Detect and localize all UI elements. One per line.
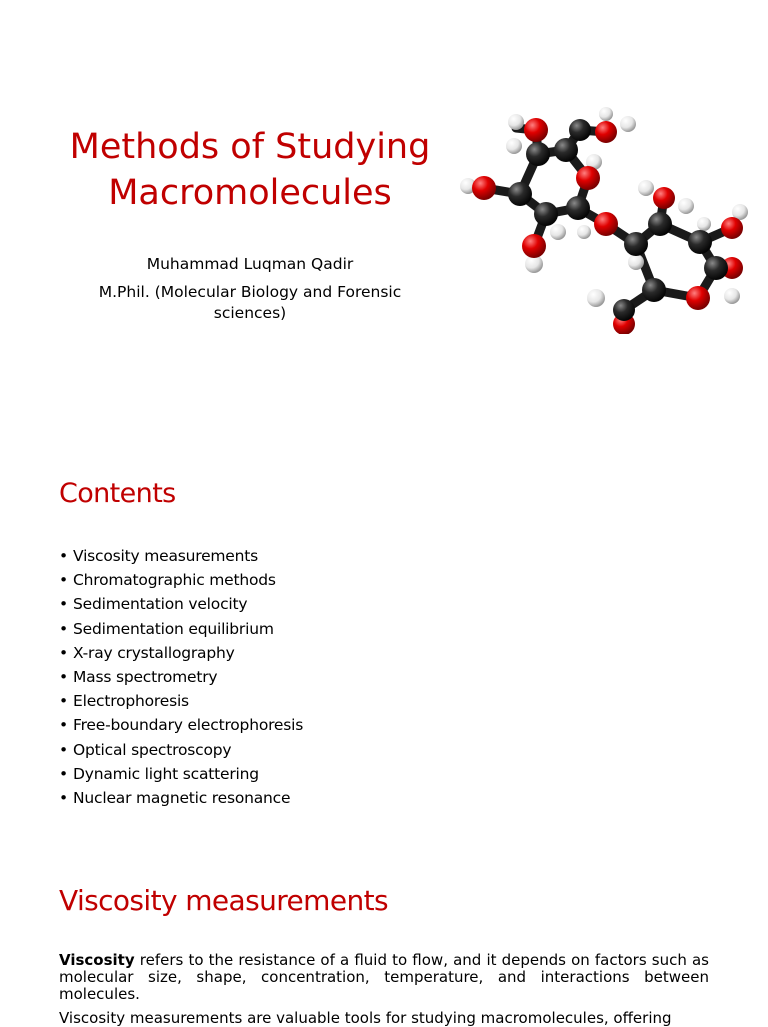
contents-item <box>59 617 303 641</box>
contents-item-label: Nuclear magnetic resonance <box>73 789 291 808</box>
contents-slide <box>0 432 768 840</box>
viscosity-definition <box>59 952 709 1003</box>
viscosity-heading: Viscosity measurements <box>59 884 388 917</box>
contents-item-label: Dynamic light scattering <box>73 764 259 783</box>
bullet-icon: • <box>59 668 68 687</box>
bullet-icon: • <box>59 619 68 638</box>
contents-item <box>59 786 303 810</box>
contents-item-label: X-ray crystallography <box>73 643 235 662</box>
viscosity-paragraph-2: Viscosity measurements are valuable tools for studying macromolecules, offering <box>59 1009 672 1027</box>
presentation-title <box>40 124 460 216</box>
bullet-icon: • <box>59 764 68 783</box>
molecule-atoms <box>460 107 748 334</box>
contents-item-label: Optical spectroscopy <box>73 740 232 759</box>
bullet-icon: • <box>59 547 68 565</box>
contents-item <box>59 544 303 568</box>
contents-item <box>59 568 303 592</box>
bullet-icon: • <box>59 692 68 711</box>
contents-item <box>59 689 303 713</box>
contents-item <box>59 592 303 616</box>
contents-item-label: Sedimentation equilibrium <box>73 619 274 638</box>
bullet-icon: • <box>59 643 68 662</box>
bullet-icon: • <box>59 595 68 614</box>
viscosity-term: Viscosity <box>59 951 135 969</box>
viscosity-definition-text: refers to the resistance of a fluid to flow, and it depends on factors such as molecular size, shape, concentration, temperature, and interactions between molecules. <box>59 951 709 1003</box>
contents-item-label: Electrophoresis <box>73 692 189 711</box>
contents-item-label: Sedimentation velocity <box>73 595 248 614</box>
contents-item-label: Chromatographic methods <box>73 571 276 590</box>
molecule-image <box>454 106 750 334</box>
contents-heading: Contents <box>59 478 176 509</box>
contents-item <box>59 641 303 665</box>
contents-item-label: Viscosity measurements <box>73 547 259 565</box>
title-line-1: Methods of Studying <box>69 127 431 167</box>
title-slide <box>0 0 768 432</box>
contents-item <box>59 713 303 737</box>
contents-item <box>59 665 303 689</box>
author-degree: M.Phil. (Molecular Biology and Forensic sciences) <box>98 283 402 322</box>
bullet-icon: • <box>59 716 68 735</box>
author-name: Muhammad Luqman Qadir <box>146 255 354 273</box>
contents-item <box>59 762 303 786</box>
bullet-icon: • <box>59 740 68 759</box>
bullet-icon: • <box>59 789 68 808</box>
title-line-2: Macromolecules <box>108 173 392 213</box>
contents-list <box>59 544 303 810</box>
contents-item-label: Free-boundary electrophoresis <box>73 716 304 735</box>
contents-item-label: Mass spectrometry <box>73 668 218 687</box>
contents-item <box>59 738 303 762</box>
bullet-icon: • <box>59 571 68 590</box>
viscosity-slide <box>0 840 768 1027</box>
